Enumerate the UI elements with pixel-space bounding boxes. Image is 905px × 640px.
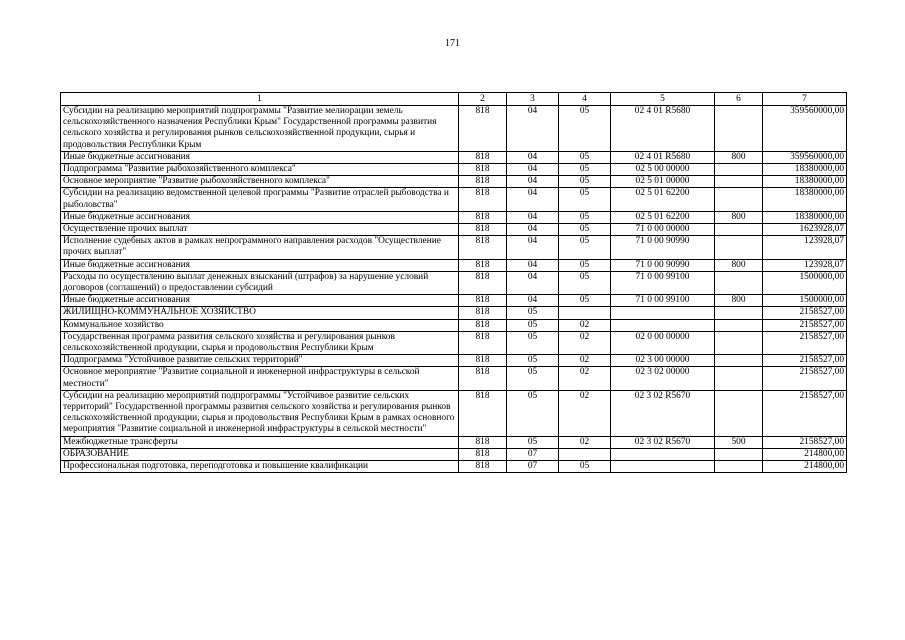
table-row — [61, 319, 847, 331]
col-header: 2 — [459, 93, 507, 106]
row-amount: 18380000,00 — [763, 176, 847, 188]
row-amount: 2158527,00 — [763, 367, 847, 390]
row-grbs: 818 — [459, 461, 507, 473]
row-subsection: 05 — [559, 271, 611, 294]
row-grbs: 818 — [459, 188, 507, 211]
row-grbs: 818 — [459, 367, 507, 390]
row-amount: 359560000,00 — [763, 106, 847, 152]
row-section: 04 — [507, 295, 559, 307]
table-row — [61, 259, 847, 271]
row-expense-type — [715, 307, 763, 319]
table-row — [61, 164, 847, 176]
row-expense-type: 800 — [715, 151, 763, 163]
row-target-article: 71 0 00 99100 — [611, 295, 715, 307]
row-grbs: 818 — [459, 164, 507, 176]
col-header: 5 — [611, 93, 715, 106]
row-subsection: 05 — [559, 188, 611, 211]
row-section: 04 — [507, 211, 559, 223]
row-expense-type — [715, 355, 763, 367]
row-amount: 18380000,00 — [763, 188, 847, 211]
col-header: 7 — [763, 93, 847, 106]
row-section: 05 — [507, 307, 559, 319]
row-section: 04 — [507, 151, 559, 163]
row-name: Основное мероприятие "Развитие рыбохозяйственного комплекса" — [61, 176, 459, 188]
row-subsection: 05 — [559, 211, 611, 223]
row-expense-type — [715, 236, 763, 259]
row-name: Осуществление прочих выплат — [61, 224, 459, 236]
row-expense-type — [715, 271, 763, 294]
row-target-article — [611, 448, 715, 460]
row-section: 05 — [507, 390, 559, 436]
row-name: Подпрограмма "Развитие рыбохозяйственного комплекса" — [61, 164, 459, 176]
row-expense-type: 800 — [715, 211, 763, 223]
row-subsection: 05 — [559, 164, 611, 176]
table-row — [61, 355, 847, 367]
row-amount: 214800,00 — [763, 461, 847, 473]
table-row — [61, 461, 847, 473]
row-section: 05 — [507, 319, 559, 331]
row-name: ОБРАЗОВАНИЕ — [61, 448, 459, 460]
row-expense-type — [715, 331, 763, 354]
row-subsection — [559, 307, 611, 319]
table-row — [61, 271, 847, 294]
row-target-article: 02 3 02 00000 — [611, 367, 715, 390]
row-target-article: 02 5 01 62200 — [611, 211, 715, 223]
table-header-row — [61, 93, 847, 106]
row-grbs: 818 — [459, 331, 507, 354]
row-name: Расходы по осуществлению выплат денежных взысканий (штрафов) за нарушение условий договоров (соглашений) о предоставлении субсидий — [61, 271, 459, 294]
row-section: 05 — [507, 355, 559, 367]
row-subsection — [559, 448, 611, 460]
row-expense-type: 800 — [715, 259, 763, 271]
row-amount: 1500000,00 — [763, 271, 847, 294]
row-subsection: 02 — [559, 319, 611, 331]
row-amount: 2158527,00 — [763, 307, 847, 319]
row-target-article — [611, 461, 715, 473]
col-header: 6 — [715, 93, 763, 106]
row-grbs: 818 — [459, 106, 507, 152]
row-amount: 1500000,00 — [763, 295, 847, 307]
row-name: Подпрограмма "Устойчивое развитие сельских территорий" — [61, 355, 459, 367]
row-name: Коммунальное хозяйство — [61, 319, 459, 331]
row-amount: 2158527,00 — [763, 331, 847, 354]
row-grbs: 818 — [459, 390, 507, 436]
col-header: 1 — [61, 93, 459, 106]
row-subsection: 02 — [559, 367, 611, 390]
row-amount: 18380000,00 — [763, 164, 847, 176]
table-row — [61, 224, 847, 236]
row-section: 04 — [507, 164, 559, 176]
row-section: 05 — [507, 331, 559, 354]
row-amount: 2158527,00 — [763, 319, 847, 331]
row-expense-type — [715, 461, 763, 473]
row-grbs: 818 — [459, 176, 507, 188]
table-row — [61, 106, 847, 152]
row-subsection: 02 — [559, 355, 611, 367]
table-row — [61, 448, 847, 460]
row-expense-type — [715, 367, 763, 390]
row-section: 04 — [507, 271, 559, 294]
row-subsection: 02 — [559, 331, 611, 354]
row-target-article: 71 0 00 90990 — [611, 236, 715, 259]
row-amount: 123928,07 — [763, 259, 847, 271]
row-subsection: 05 — [559, 224, 611, 236]
row-amount: 2158527,00 — [763, 390, 847, 436]
table-row — [61, 236, 847, 259]
page-number: 171 — [445, 38, 460, 49]
row-expense-type — [715, 319, 763, 331]
row-grbs: 818 — [459, 355, 507, 367]
row-section: 04 — [507, 236, 559, 259]
row-subsection: 02 — [559, 390, 611, 436]
row-grbs: 818 — [459, 236, 507, 259]
row-grbs: 818 — [459, 224, 507, 236]
row-amount: 359560000,00 — [763, 151, 847, 163]
row-section: 04 — [507, 224, 559, 236]
row-expense-type — [715, 224, 763, 236]
row-expense-type — [715, 106, 763, 152]
row-section: 05 — [507, 436, 559, 448]
row-subsection: 05 — [559, 176, 611, 188]
row-amount: 2158527,00 — [763, 436, 847, 448]
row-amount: 214800,00 — [763, 448, 847, 460]
row-target-article: 02 0 00 00000 — [611, 331, 715, 354]
row-target-article — [611, 319, 715, 331]
row-amount: 18380000,00 — [763, 211, 847, 223]
row-name: Субсидии на реализацию мероприятий подпрограммы "Развитие мелиорации земель сельскохозяйственного назначения Республики Крым" Государственной программы развития сельского хозяйства и регулирования рынков сельскохозяйственной продукции, сырья и продовольствия Республики Крым — [61, 106, 459, 152]
row-expense-type — [715, 448, 763, 460]
table-row — [61, 295, 847, 307]
row-name: Иные бюджетные ассигнования — [61, 259, 459, 271]
row-section: 07 — [507, 448, 559, 460]
row-section: 04 — [507, 176, 559, 188]
row-grbs: 818 — [459, 448, 507, 460]
row-name: Профессиональная подготовка, переподготовка и повышение квалификации — [61, 461, 459, 473]
row-target-article: 02 5 01 00000 — [611, 176, 715, 188]
table-row — [61, 436, 847, 448]
row-grbs: 818 — [459, 295, 507, 307]
row-target-article: 02 3 02 R5670 — [611, 436, 715, 448]
table-row — [61, 331, 847, 354]
table-row — [61, 307, 847, 319]
row-expense-type: 500 — [715, 436, 763, 448]
row-name: Межбюджетные трансферты — [61, 436, 459, 448]
table-row — [61, 188, 847, 211]
row-target-article — [611, 307, 715, 319]
budget-table — [60, 92, 847, 473]
row-grbs: 818 — [459, 151, 507, 163]
row-grbs: 818 — [459, 307, 507, 319]
row-section: 05 — [507, 367, 559, 390]
row-subsection: 05 — [559, 236, 611, 259]
row-subsection: 05 — [559, 259, 611, 271]
row-grbs: 818 — [459, 436, 507, 448]
row-name: Субсидии на реализацию ведомственной целевой программы "Развитие отраслей рыбоводства и рыболовства" — [61, 188, 459, 211]
row-expense-type — [715, 390, 763, 436]
row-target-article: 02 5 00 00000 — [611, 164, 715, 176]
table-row — [61, 390, 847, 436]
col-header: 3 — [507, 93, 559, 106]
row-amount: 2158527,00 — [763, 355, 847, 367]
row-amount: 1623928,07 — [763, 224, 847, 236]
row-grbs: 818 — [459, 211, 507, 223]
table-row — [61, 367, 847, 390]
row-subsection: 05 — [559, 106, 611, 152]
row-target-article: 02 3 02 R5670 — [611, 390, 715, 436]
row-section: 04 — [507, 188, 559, 211]
table-body — [61, 106, 847, 473]
row-expense-type — [715, 164, 763, 176]
row-target-article: 71 0 00 90990 — [611, 259, 715, 271]
row-section: 04 — [507, 106, 559, 152]
row-name: Субсидии на реализацию мероприятий подпрограммы "Устойчивое развитие сельских территорий" Государственной программы развития сельского хозяйства и регулирования рынков сельскохозяйственной продукции, сырья и продовольствия Республики Крым в рамках основного мероприятия "Развитие социальной и инженерной инфраструктуры в сельской местности" — [61, 390, 459, 436]
row-grbs: 818 — [459, 271, 507, 294]
row-section: 04 — [507, 259, 559, 271]
row-name: ЖИЛИЩНО-КОММУНАЛЬНОЕ ХОЗЯЙСТВО — [61, 307, 459, 319]
row-grbs: 818 — [459, 319, 507, 331]
row-name: Исполнение судебных актов в рамках непрограммного направления расходов "Осуществление прочих выплат" — [61, 236, 459, 259]
row-target-article: 71 0 00 99100 — [611, 271, 715, 294]
row-subsection: 05 — [559, 295, 611, 307]
row-name: Иные бюджетные ассигнования — [61, 295, 459, 307]
row-subsection: 02 — [559, 436, 611, 448]
row-subsection: 05 — [559, 461, 611, 473]
row-target-article: 71 0 00 00000 — [611, 224, 715, 236]
row-expense-type — [715, 176, 763, 188]
row-subsection: 05 — [559, 151, 611, 163]
row-name: Основное мероприятие "Развитие социальной и инженерной инфраструктуры в сельской местности" — [61, 367, 459, 390]
row-grbs: 818 — [459, 259, 507, 271]
row-target-article: 02 4 01 R5680 — [611, 151, 715, 163]
row-name: Иные бюджетные ассигнования — [61, 151, 459, 163]
row-expense-type: 800 — [715, 295, 763, 307]
table-row — [61, 176, 847, 188]
col-header: 4 — [559, 93, 611, 106]
row-name: Иные бюджетные ассигнования — [61, 211, 459, 223]
row-target-article: 02 3 00 00000 — [611, 355, 715, 367]
row-section: 07 — [507, 461, 559, 473]
row-target-article: 02 5 01 62200 — [611, 188, 715, 211]
row-expense-type — [715, 188, 763, 211]
row-name: Государственная программа развития сельского хозяйства и регулирования рынков сельскохозяйственной продукции, сырья и продовольствия Республики Крым — [61, 331, 459, 354]
table-row — [61, 211, 847, 223]
row-target-article: 02 4 01 R5680 — [611, 106, 715, 152]
table-row — [61, 151, 847, 163]
row-amount: 123928,07 — [763, 236, 847, 259]
